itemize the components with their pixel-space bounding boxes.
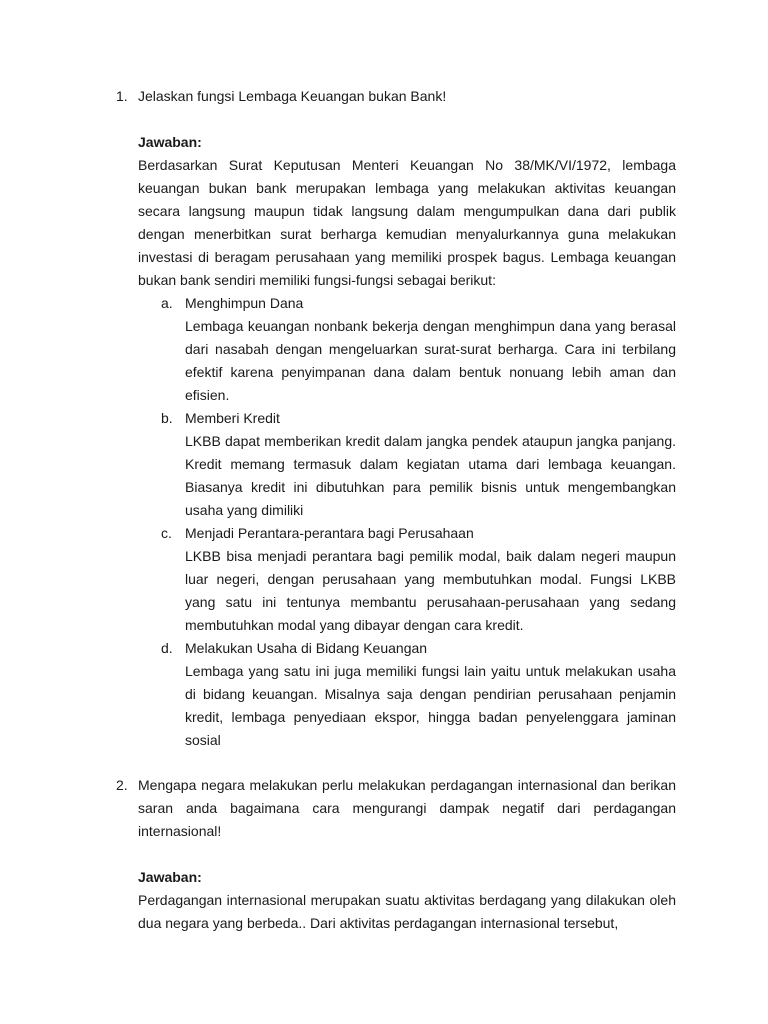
list-item-letter: a. [161,295,173,311]
answer-label: Jawaban: [138,134,202,150]
list-item-title: Memberi Kredit [185,410,280,426]
list-item-a [161,292,676,407]
list-item-b [161,407,676,522]
answer-intro: Berdasarkan Surat Keputusan Menteri Keuangan No 38/MK/VI/1972, lembaga keuangan bukan bank merupakan lembaga yang melakukan aktivitas keuangan secara langsung maupun tidak langsung dalam mengumpulkan dana dari publik dengan menerbitkan surat berharga kemudian menyalurkannya guna melakukan investasi di beragam perusahaan yang memiliki prospek bagus. Lembaga keuangan bukan bank sendiri memiliki fungsi-fungsi sebagai berikut: [138,157,676,288]
list-item-desc: LKBB bisa menjadi perantara bagi pemilik modal, baik dalam negeri maupun luar negeri, dengan perusahaan yang membutuhkan modal. Fungsi LKBB yang satu ini tentunya membantu perusahaan-perusahaan yang sedang membutuhkan modal yang dibayar dengan cara kredit. [185,548,676,633]
question-1 [116,85,676,752]
list-item-title: Menghimpun Dana [185,295,304,311]
list-item-letter: d. [161,640,173,656]
list-item-desc: Lembaga keuangan nonbank bekerja dengan menghimpun dana yang berasal dari nasabah dengan mengeluarkan surat-surat berharga. Cara ini terbilang efektif karena penyimpanan dana dalam bentuk nonuang lebih aman dan efisien. [185,318,676,403]
list-item-desc: Lembaga yang satu ini juga memiliki fungsi lain yaitu untuk melakukan usaha di bidang keuangan. Misalnya saja dengan pendirian perusahaan penjamin kredit, lembaga penyediaan ekspor, hingga badan penyelenggara jaminan sosial [185,663,676,748]
list-item-letter: b. [161,410,173,426]
question-2 [116,774,676,935]
list-item-title: Melakukan Usaha di Bidang Keuangan [185,640,428,656]
list-item-d [161,637,676,752]
list-item-letter: c. [161,525,172,541]
question-number: 2. [116,777,128,793]
question-text: Jelaskan fungsi Lembaga Keuangan bukan Bank! [138,88,447,104]
list-item-c [161,522,676,637]
list-item-desc: LKBB dapat memberikan kredit dalam jangka pendek ataupun jangka panjang. Kredit memang termasuk dalam kegiatan utama dari lembaga keuangan. Biasanya kredit ini dibutuhkan para pemilik bisnis untuk mengembangkan usaha yang dimiliki [185,433,676,518]
question-number: 1. [116,88,128,104]
list-item-title: Menjadi Perantara-perantara bagi Perusahaan [185,525,474,541]
answer-label: Jawaban: [138,869,202,885]
answer-intro: Perdagangan internasional merupakan suatu aktivitas berdagang yang dilakukan oleh dua negara yang berbeda.. Dari aktivitas perdagangan internasional tersebut, [138,892,676,931]
question-text: Mengapa negara melakukan perlu melakukan perdagangan internasional dan berikan saran anda bagaimana cara mengurangi dampak negatif dari perdagangan internasional! [138,777,676,839]
